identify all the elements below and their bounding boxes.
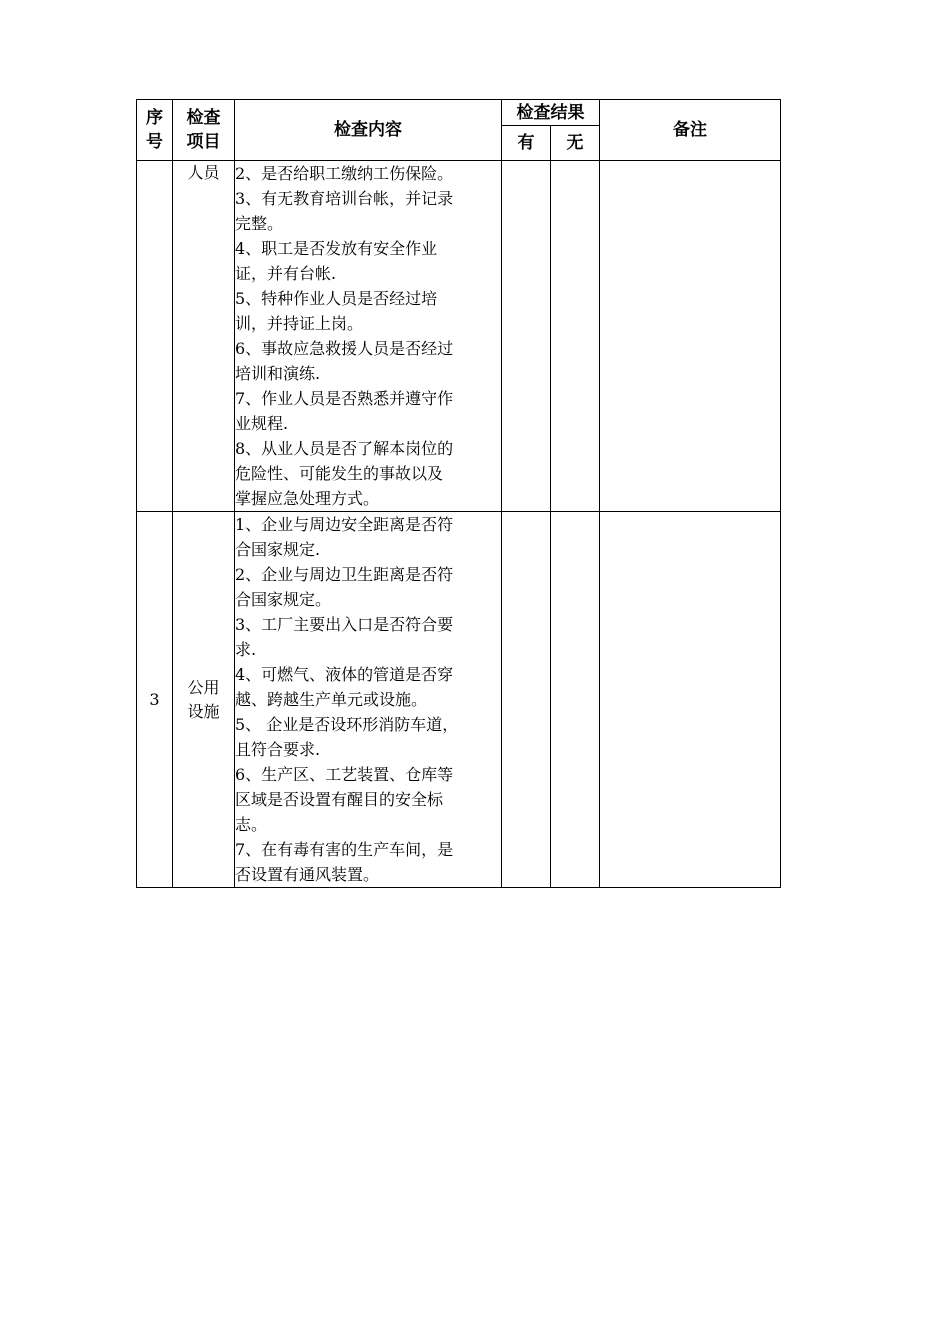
header-seq-char-2: 号 bbox=[146, 132, 163, 152]
result-no-cell[interactable] bbox=[551, 512, 600, 888]
row-seq bbox=[137, 161, 173, 512]
row-item-line: 公用 bbox=[187, 677, 220, 697]
row-content bbox=[235, 161, 502, 512]
header-content: 检查内容 bbox=[235, 100, 502, 161]
remark-cell[interactable] bbox=[600, 161, 781, 512]
content-line: 志。 bbox=[235, 815, 268, 834]
header-item-line-1: 检查 bbox=[186, 108, 221, 128]
content-line: 4、可燃气、液体的管道是否穿 bbox=[235, 665, 454, 684]
content-line: 5、 企业是否设环形消防车道， bbox=[235, 715, 459, 734]
content-line: 训，并持证上岗。 bbox=[235, 314, 364, 333]
table-row bbox=[137, 161, 781, 512]
header-seq bbox=[137, 100, 173, 161]
row-seq: 3 bbox=[137, 512, 173, 888]
table-row bbox=[137, 512, 781, 888]
header-no: 无 bbox=[551, 126, 600, 161]
content-line: 合国家规定。 bbox=[235, 590, 332, 609]
content-line: 6、生产区、工艺装置、仓库等 bbox=[235, 765, 454, 784]
header-yes: 有 bbox=[502, 126, 551, 161]
content-line: 3、有无教育培训台帐，并记录 bbox=[235, 189, 454, 208]
header-seq-char-1: 序 bbox=[146, 108, 163, 128]
content-line: 证，并有台帐. bbox=[235, 264, 337, 283]
content-line: 1、企业与周边安全距离是否符 bbox=[235, 515, 454, 534]
content-line: 8、从业人员是否了解本岗位的 bbox=[235, 439, 454, 458]
content-line: 6、事故应急救援人员是否经过 bbox=[235, 339, 454, 358]
row-item bbox=[173, 512, 235, 888]
remark-cell[interactable] bbox=[600, 512, 781, 888]
content-line: 区域是否设置有醒目的安全标 bbox=[235, 790, 444, 809]
row-content bbox=[235, 512, 502, 888]
content-line: 危险性、可能发生的事故以及 bbox=[235, 464, 444, 483]
header-item-line-2: 项目 bbox=[186, 132, 221, 152]
inspection-table bbox=[136, 99, 781, 888]
result-no-cell[interactable] bbox=[551, 161, 600, 512]
row-item-line: 设施 bbox=[187, 701, 220, 721]
header-row bbox=[137, 100, 781, 126]
header-result: 检查结果 bbox=[502, 100, 600, 126]
content-line: 求. bbox=[235, 640, 257, 659]
content-line: 2、是否给职工缴纳工伤保险。 bbox=[235, 164, 454, 183]
header-item bbox=[173, 100, 235, 161]
header-remark: 备注 bbox=[600, 100, 781, 161]
content-line: 且符合要求. bbox=[235, 740, 321, 759]
content-line: 5、特种作业人员是否经过培 bbox=[235, 289, 438, 308]
content-line: 4、职工是否发放有安全作业 bbox=[235, 239, 438, 258]
content-line: 否设置有通风装置。 bbox=[235, 865, 380, 884]
content-line: 掌握应急处理方式。 bbox=[235, 489, 380, 508]
content-line: 培训和演练. bbox=[235, 364, 321, 383]
content-line: 完整。 bbox=[235, 214, 284, 233]
content-line: 7、作业人员是否熟悉并遵守作 bbox=[235, 389, 454, 408]
row-item-line: 人员 bbox=[187, 163, 220, 182]
result-yes-cell[interactable] bbox=[502, 512, 551, 888]
content-line: 合国家规定. bbox=[235, 540, 321, 559]
content-line: 越、跨越生产单元或设施。 bbox=[235, 690, 428, 709]
content-line: 2、企业与周边卫生距离是否符 bbox=[235, 565, 454, 584]
content-line: 7、在有毒有害的生产车间，是 bbox=[235, 840, 454, 859]
row-item bbox=[173, 161, 235, 512]
content-line: 业规程. bbox=[235, 414, 289, 433]
result-yes-cell[interactable] bbox=[502, 161, 551, 512]
content-line: 3、工厂主要出入口是否符合要 bbox=[235, 615, 454, 634]
